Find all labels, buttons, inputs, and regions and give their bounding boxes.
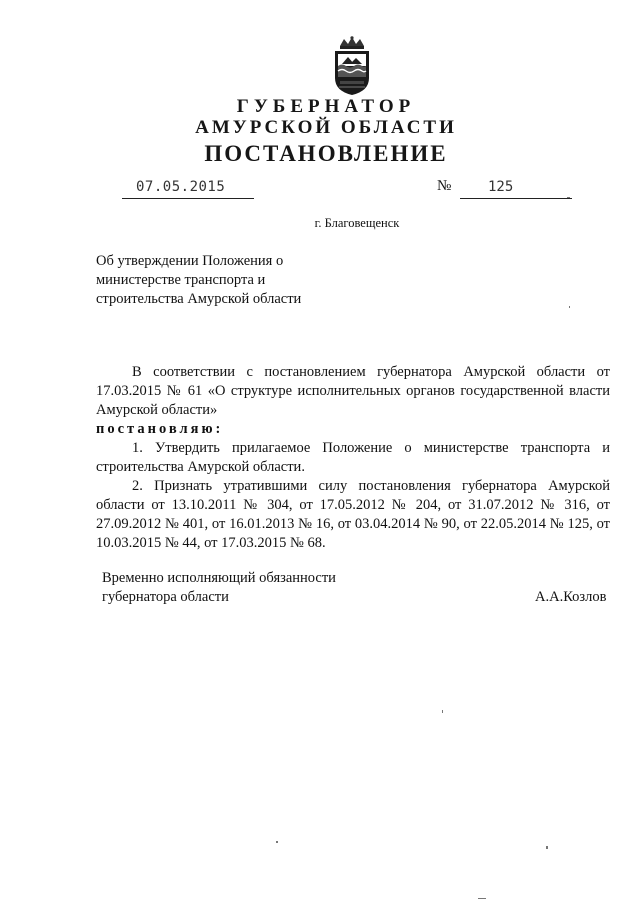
item-2-paragraph: 2. Признать утратившими силу постановления губернатора Амурской области от 13.10.2011 № 304, от 17.05.2012 № 204, от 31.07.2012 № 316, от 27.09.2012 № 401, от 16.01.2013 № 16, от 03.04.2014 № 90, от 22.05.2014 № 125, от 10.03.2015 № 44, от 17.03.2015 № 68. [96,478,610,551]
scan-speck [567,197,570,198]
date-field [122,179,254,201]
item-1-paragraph: 1. Утвердить прилагаемое Положение о министерстве транспорта и строительства Амурской области. [96,440,610,475]
header-region: АМУРСКОЙ ОБЛАСТИ [195,117,457,138]
decree-word: постановляю: [96,421,224,437]
number-sign: № [437,178,452,194]
signatory-title: Временно исполняющий обязанности губернатора области [102,570,336,605]
header-governor: ГУБЕРНАТОР [236,96,416,117]
date-value: 07.05.2015 [136,179,226,195]
signatory-name: А.А.Козлов [535,589,607,605]
coat-of-arms-emblem [328,36,376,96]
document-type-title: ПОСТАНОВЛЕНИЕ [204,141,448,166]
scan-speck [546,846,548,849]
preamble-paragraph: В соответствии с постановлением губернатора Амурской области от 17.03.2015 № 61 «О структуре исполнительных органов государственной власти Амурской области» [96,364,610,418]
scan-speck [442,710,443,713]
scan-speck [276,841,278,843]
city-line: г. Благовещенск [314,216,400,230]
number-underline [460,198,572,199]
number-field [460,179,572,201]
document-subject: Об утверждении Положения о министерстве транспорта и строительства Амурской области [96,253,302,307]
scan-speck [478,898,486,899]
date-underline [122,198,254,199]
scan-speck [569,306,570,308]
number-value: 125 [488,179,514,195]
